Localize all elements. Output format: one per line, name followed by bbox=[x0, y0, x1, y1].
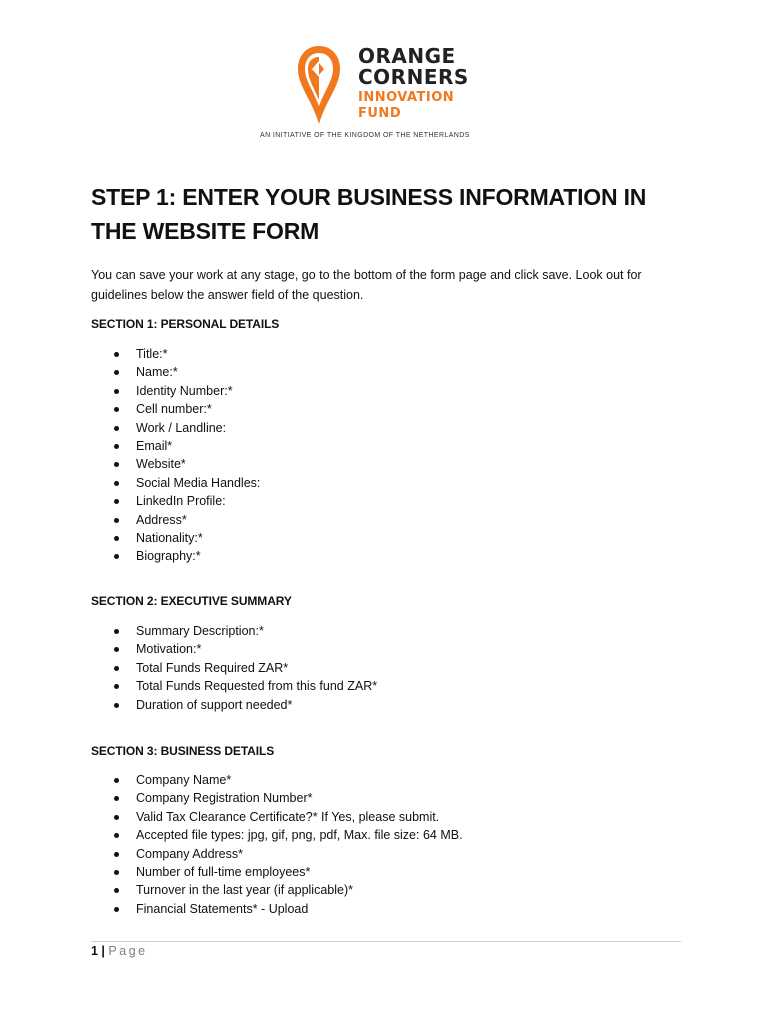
list-item: Title:* bbox=[111, 345, 260, 363]
list-item: Summary Description:* bbox=[111, 622, 377, 640]
logo-wordmark bbox=[358, 46, 469, 120]
list-item: Cell number:* bbox=[111, 400, 260, 418]
list-item: Total Funds Required ZAR* bbox=[111, 659, 377, 677]
list-item: Duration of support needed* bbox=[111, 696, 377, 714]
section-1-list bbox=[111, 345, 260, 566]
logo-line-fund: FUND bbox=[358, 106, 402, 121]
list-item: Company Address* bbox=[111, 845, 463, 863]
page-footer bbox=[91, 944, 148, 958]
section-2-list bbox=[111, 622, 377, 714]
list-item: Name:* bbox=[111, 363, 260, 381]
list-item: Social Media Handles: bbox=[111, 474, 260, 492]
list-item: Financial Statements* - Upload bbox=[111, 900, 463, 918]
section-3-title: SECTION 3: BUSINESS DETAILS bbox=[91, 744, 275, 758]
list-item: Accepted file types: jpg, gif, png, pdf, Max. file size: 64 MB. bbox=[111, 826, 463, 844]
list-item: Website* bbox=[111, 455, 260, 473]
orange-corners-logo bbox=[296, 44, 496, 136]
logo-line-orange: ORANGE bbox=[358, 44, 456, 68]
logo-tagline: AN INITIATIVE OF THE KINGDOM OF THE NETHERLANDS bbox=[260, 132, 470, 139]
page-separator: | bbox=[97, 944, 109, 958]
page-heading: STEP 1: ENTER YOUR BUSINESS INFORMATION IN THE WEBSITE FORM bbox=[91, 184, 647, 244]
footer-divider bbox=[91, 941, 681, 942]
logo-line-innovation: INNOVATION bbox=[358, 90, 455, 105]
list-item: Address* bbox=[111, 511, 260, 529]
section-1-title: SECTION 1: PERSONAL DETAILS bbox=[91, 317, 280, 331]
list-item: Biography:* bbox=[111, 547, 260, 565]
page-label: Page bbox=[108, 944, 148, 958]
map-pin-logo-icon bbox=[296, 44, 342, 126]
list-item: Number of full-time employees* bbox=[111, 863, 463, 881]
list-item: Motivation:* bbox=[111, 640, 377, 658]
list-item: Nationality:* bbox=[111, 529, 260, 547]
list-item: Work / Landline: bbox=[111, 419, 260, 437]
list-item: Email* bbox=[111, 437, 260, 455]
page-number: 1 bbox=[91, 944, 98, 958]
section-3-list bbox=[111, 771, 463, 918]
list-item: Company Name* bbox=[111, 771, 463, 789]
list-item: Identity Number:* bbox=[111, 382, 260, 400]
list-item: LinkedIn Profile: bbox=[111, 492, 260, 510]
list-item: Valid Tax Clearance Certificate?* If Yes, please submit. bbox=[111, 808, 463, 826]
list-item: Company Registration Number* bbox=[111, 789, 463, 807]
intro-paragraph: You can save your work at any stage, go to the bottom of the form page and click save. Look out for guidelines below the answer field of the question. bbox=[91, 268, 642, 302]
logo-line-corners: CORNERS bbox=[358, 65, 469, 89]
section-2-title: SECTION 2: EXECUTIVE SUMMARY bbox=[91, 594, 292, 608]
list-item: Turnover in the last year (if applicable)* bbox=[111, 881, 463, 899]
list-item: Total Funds Requested from this fund ZAR* bbox=[111, 677, 377, 695]
